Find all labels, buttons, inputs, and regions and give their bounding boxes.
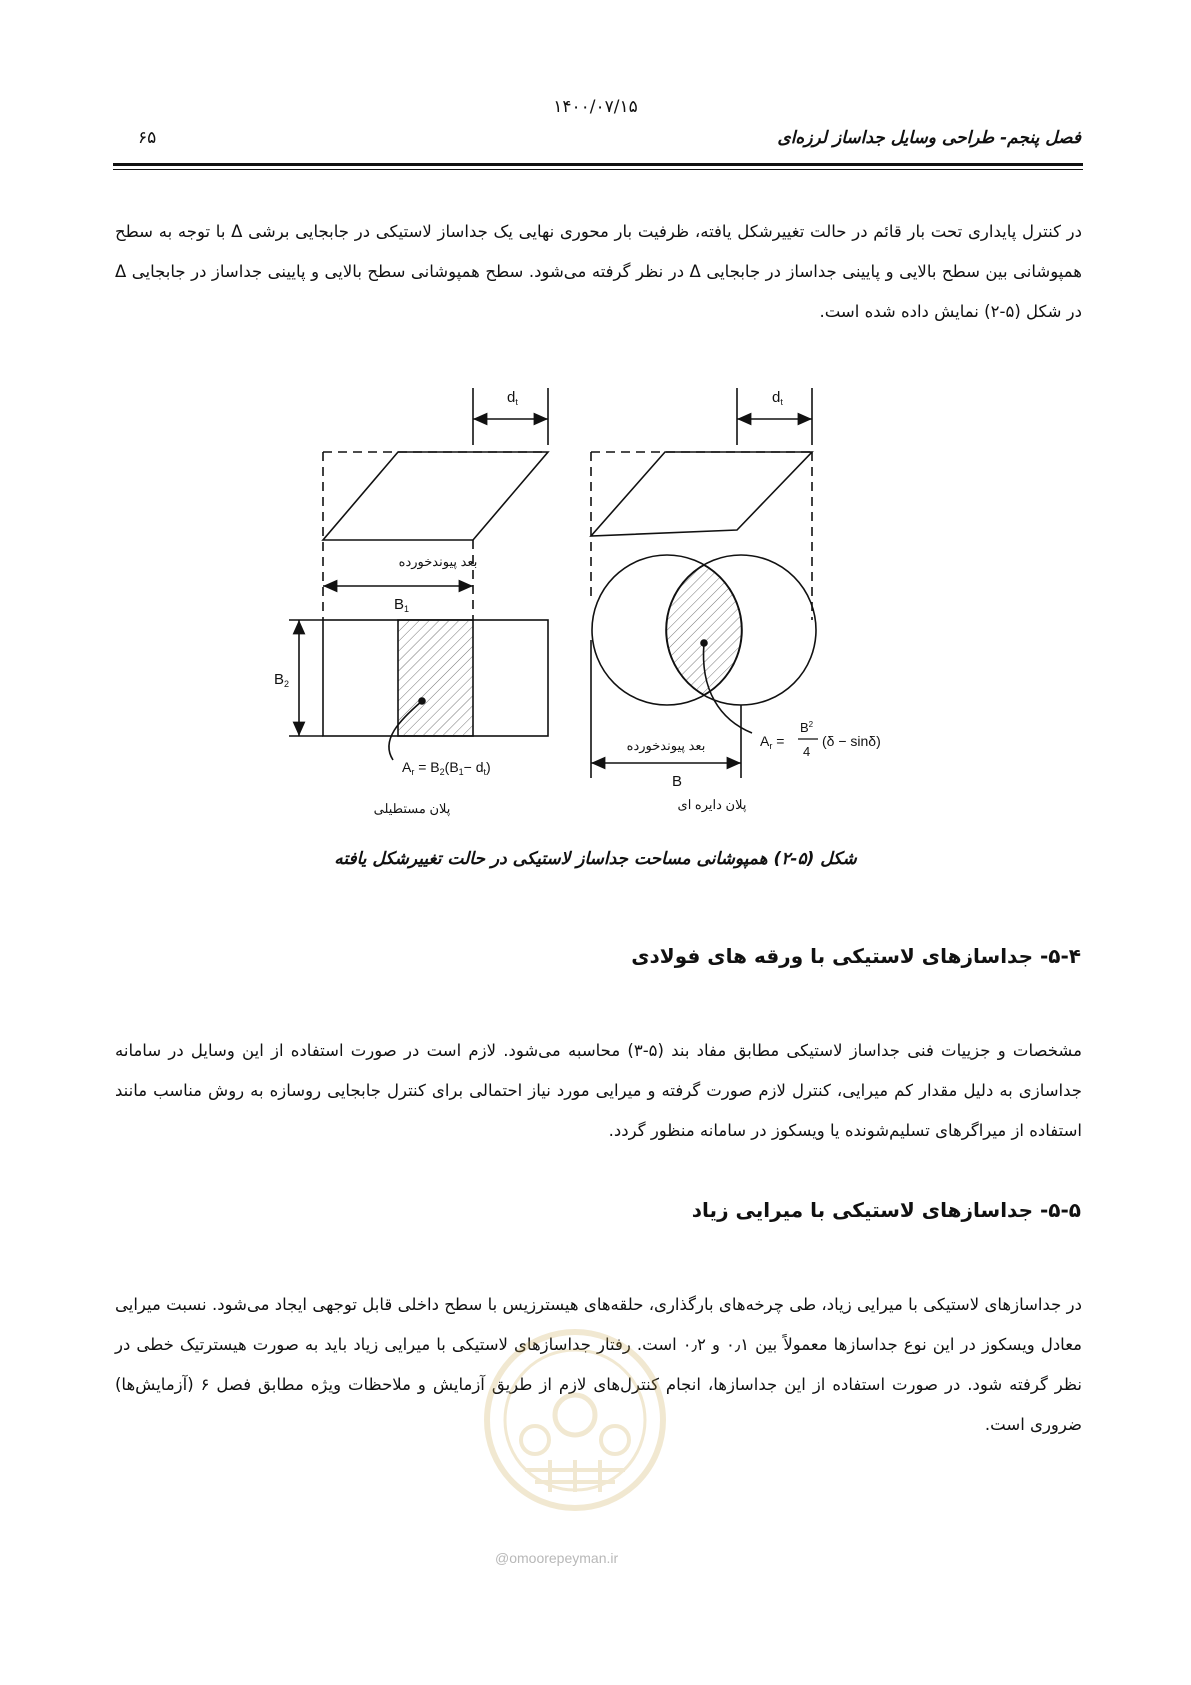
left-after-label: بعد پیوندخورده [398, 554, 478, 569]
rectangular-plan-diagram [289, 388, 548, 760]
right-formula-num: $B^2$ [800, 720, 814, 735]
right-dim-dt: $d_t$ [772, 389, 783, 407]
left-plan-label: پلان مستطیلی [373, 801, 451, 816]
watermark-url: @omoorepeyman.ir [495, 1550, 619, 1566]
page-date: ۱۴۰۰/۰۷/۱۵ [553, 97, 638, 117]
right-formula-den: 4 [803, 744, 811, 759]
heading-high-damping: ۵-۵- جداسازهای لاستیکی با میرایی زیاد [691, 1198, 1081, 1222]
paragraph-high-damping: در جداسازهای لاستیکی با میرایی زیاد، طی چرخه‌های بارگذاری، حلقه‌های هیسترزیس با سطح داخلی قابل توجهی ایجاد می‌شود. نسبت میرایی معادل ویسکوز در این نوع جداسازها معمولاً بین ۰٫۱ و ۰٫۲ است. رفتار جداسازهای لاستیکی با میرایی زیاد باید به صورت هیسترتیک خطی در نظر گرفته شود. در صورت استفاده از این جداسازها، انجام کنترل‌های لازم از طریق آزمایش و ملاحظات ویژه مطابق فصل ۶ (آزمایش‌ها) ضروری است. [115, 1295, 1082, 1434]
left-formula: $A_r = B_2(B_1- d_t)$ [402, 759, 491, 777]
figure-caption: شکل (۵-۲) همپوشانی مساحت جداساز لاستیکی در حالت تغییرشکل یافته [334, 849, 857, 869]
watermark-logo [480, 1320, 670, 1550]
right-plan-label: پلان دایره ای [677, 797, 747, 812]
left-dim-b1: $B_1$ [394, 596, 410, 614]
paragraph-stability: در کنترل پایداری تحت بار قائم در حالت تغییرشکل یافته، ظرفیت بار محوری نهایی یک جداساز لاستیکی در جابجایی برشی Δ با توجه به سطح همپوشانی بین سطح بالایی و پایینی جداساز در جابجایی Δ در نظر گرفته می‌شود. سطح همپوشانی سطح بالایی و پایینی جداساز در جابجایی Δ در شکل (۵-۲) نمایش داده شده است. [115, 222, 1082, 321]
circular-plan-diagram [591, 388, 816, 778]
paragraph-laminated-rubber: مشخصات و جزییات فنی جداساز لاستیکی مطابق مفاد بند (۵-۳) محاسبه می‌شود. لازم است در صورت استفاده از این وسایل در سامانه جداسازی به دلیل مقدار کم میرایی، کنترل لازم صورت گرفته و میرایی مورد نیاز احتمالی برای کنترل جابجایی روسازه به روش مناسب مانند استفاده از میراگرهای تسلیم‌شونده یا ویسکوز در سامانه منظور گردد. [115, 1041, 1082, 1140]
right-after-label: بعد پیوندخورده [626, 738, 706, 753]
right-formula-lhs: $A_r$ = [760, 733, 785, 751]
right-formula-rhs: (δ − sinδ) [822, 733, 881, 749]
left-dim-dt: $d_t$ [507, 389, 518, 407]
left-dim-b2: $B_2$ [274, 671, 290, 689]
heading-laminated-rubber: ۵-۴- جداسازهای لاستیکی با ورقه های فولادی [631, 944, 1081, 968]
right-dim-b: B [672, 773, 683, 790]
page-number: ۶۵ [138, 128, 157, 148]
chapter-title: فصل پنجم- طراحی وسایل جداساز لرزه‌ای [777, 128, 1081, 148]
